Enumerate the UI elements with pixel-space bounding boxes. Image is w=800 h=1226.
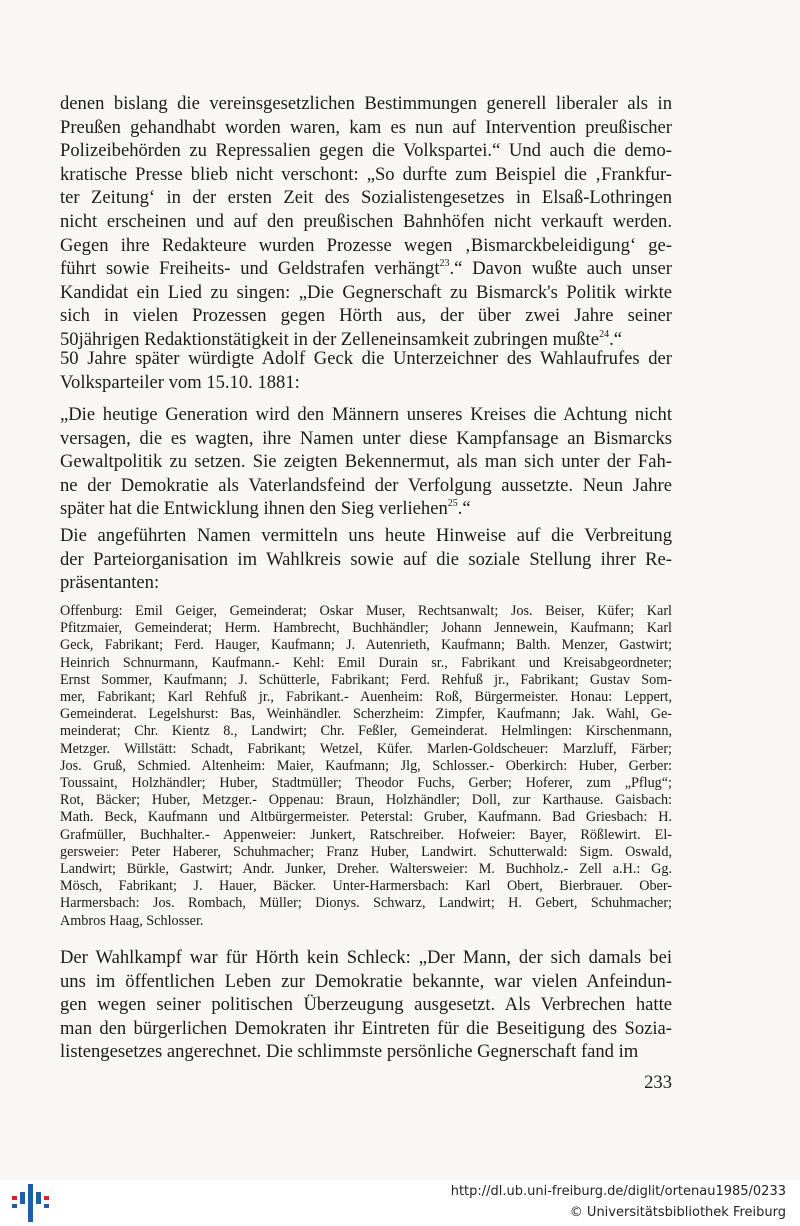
- text-line: Gegen ihre Redakteure wurden Prozesse wegen ‚Bismarckbeleidigung‘ ge-: [60, 234, 672, 256]
- paragraph-body: [60, 403, 672, 521]
- text-line: Preußen gehandhabt worden waren, kam es nun auf Intervention preußischer: [60, 116, 672, 138]
- paragraph-quote: [60, 403, 672, 521]
- paragraph-body: [60, 524, 672, 595]
- library-logo-icon: [8, 1182, 58, 1224]
- logo-bar: [28, 1184, 33, 1222]
- logo-bar: [44, 1196, 49, 1200]
- logo-bar: [12, 1196, 17, 1200]
- paragraph-body: [60, 603, 672, 930]
- text-line: später hat die Entwicklung ihnen den Sieg verliehen$^{25}$.“: [60, 498, 471, 520]
- text-line: Metzger. Willstätt: Schadt, Fabrikant; Wetzel, Küfer. Marlen-Goldscheuer: Marzluff, Färber;: [60, 740, 672, 757]
- footnote-marker: 23: [439, 258, 450, 270]
- paragraph-body: [60, 946, 672, 1064]
- logo-bar: [20, 1192, 25, 1204]
- text-line: führt sowie Freiheits- und Geldstrafen verhängt$^{23}$.“ Davon wußte auch unser: [60, 258, 672, 280]
- text-line: Die angeführten Namen vermitteln uns heute Hinweise auf die Verbreitung: [60, 525, 672, 546]
- text-line: „Die heutige Generation wird den Männern unseres Kreises die Achtung nicht: [60, 404, 672, 425]
- text-line: ne der Demokratie als Vaterlandsfeind der Verfolgung aussetzte. Neun Jahre: [60, 474, 672, 496]
- text-line: listengesetzes angerechnet. Die schlimmste persönliche Gegnerschaft fand im: [60, 1041, 639, 1063]
- paragraph-name-list: [60, 603, 672, 930]
- footer-bar: [0, 1180, 800, 1226]
- paragraph-campaign: [60, 946, 672, 1064]
- text-line: Ernst Sommer, Kaufmann; J. Schütterle, Fabrikant; Ferd. Rehfuß jr., Fabrikant; Gustav Som-: [60, 671, 672, 688]
- text-line: Gemeinderat. Legelshurst: Bas, Weinhändler. Scherzheim: Zimpfer, Kaufmann; Jak. Wahl, Ge-: [60, 706, 672, 723]
- footer-copyright: © Universitätsbibliothek Freiburg: [569, 1205, 786, 1220]
- text-line: gersweier: Peter Haberer, Schuhmacher; Franz Huber, Landwirt. Schutterwald: Sigm. Oswald,: [60, 843, 672, 860]
- text-line: Jos. Gruß, Schmied. Altenheim: Maier, Kaufmann; Jlg, Schlosser.- Oberkirch: Huber, Gerber:: [60, 757, 672, 774]
- text-line: Volksparteiler vom 15.10. 1881:: [60, 371, 300, 393]
- text-line: 50jährigen Redaktionstätigkeit in der Zelleneinsamkeit zubringen mußte$^{24}$.“: [60, 328, 622, 350]
- text-line: präsentanten:: [60, 572, 160, 594]
- text-line: Grafmüller, Buchhalter.- Appenweier: Junkert, Ratschreiber. Hofweier: Bayer, Rößlewirt. El-: [60, 826, 672, 843]
- text-line: Geck, Fabrikant; Ferd. Hauger, Kaufmann; J. Autenrieth, Kaufmann; Balth. Menzer, Gastwirt;: [60, 637, 672, 654]
- text-line: Toussaint, Holzhändler; Huber, Stadtmüller; Theodor Fuchs, Gerber; Hoferer, zum „Pflug“;: [60, 775, 672, 792]
- text-line: uns im öffentlichen Leben zur Demokratie bekannte, war vielen Anfeindun-: [60, 970, 672, 992]
- text-line: man den bürgerlichen Demokraten ihr Eintreten für die Beseitigung des Sozia-: [60, 1017, 672, 1039]
- text-line: Mösch, Fabrikant; J. Hauer, Bäcker. Unter-Harmersbach: Karl Obert, Bierbrauer. Ober-: [60, 878, 672, 895]
- text-line: meinderat; Chr. Kientz 8., Landwirt; Chr. Feßler, Gemeinderat. Helmlingen: Kirschenmann,: [60, 723, 672, 740]
- text-line: Heinrich Schnurmann, Kaufmann.- Kehl: Emil Durain sr., Fabrikant und Kreisabgeordneter;: [60, 654, 672, 671]
- text-line: Harmersbach: Jos. Rombach, Müller; Dionys. Schwarz, Landwirt; H. Gebert, Schuhmacher;: [60, 895, 672, 912]
- logo-bar: [12, 1204, 17, 1208]
- text-line: nicht erscheinen und auf den preußischen Bahnhöfen nicht verkauft werden.: [60, 210, 672, 232]
- paragraph-names-intro: [60, 524, 672, 595]
- text-line: gen wegen seiner politischen Überzeugung ausgesetzt. Als Verbrechen hatte: [60, 994, 672, 1016]
- paragraph-intro-continuation: [60, 92, 672, 352]
- text-line: Polizeibehörden zu Repressalien gegen die Volkspartei.“ Und auch die demo-: [60, 140, 672, 162]
- text-line: Kandidat ein Lied zu singen: „Die Gegnerschaft zu Bismarck's Politik wirkte: [60, 281, 672, 303]
- text-line: Landwirt; Bürkle, Gastwirt; Andr. Junker, Dreher. Waltersweier: M. Buchholz.- Zell a.H.: Gg.: [60, 861, 672, 878]
- paragraph-geck-tribute: [60, 347, 672, 394]
- text-line: Ambros Haag, Schlosser.: [60, 912, 204, 929]
- text-line: Rot, Bäcker; Huber, Metzger.- Oppenau: Braun, Holzhändler; Doll, zur Karthause. Gaisbach:: [60, 792, 672, 809]
- text-line: mer, Fabrikant; Karl Rehfuß jr., Fabrikant.- Auenheim: Roß, Bürgermeister. Honau: Leppert,: [60, 689, 672, 706]
- text-line: Math. Beck, Kaufmann und Altbürgermeister. Peterstal: Gruber, Kaufmann. Bad Griesbach: H.: [60, 809, 672, 826]
- text-line: Offenburg: Emil Geiger, Gemeinderat; Oskar Muser, Rechtsanwalt; Jos. Beiser, Küfer; Karl: [60, 603, 672, 619]
- text-line: Pfitzmaier, Gemeinderat; Herm. Hambrecht, Buchhändler; Johann Jennewein, Kaufmann; Karl: [60, 620, 672, 637]
- text-line: ter Zeitung‘ in der ersten Zeit des Sozialistengesetzes in Elsaß-Lothringen: [60, 187, 672, 209]
- paragraph-body: [60, 347, 672, 394]
- text-line: kratische Presse blieb nicht verschont: „So durfte zum Beispiel die ‚Frankfur-: [60, 163, 672, 185]
- text-line: versagen, die es wagten, ihre Namen unter diese Kampfansage an Bismarcks: [60, 427, 672, 449]
- text-line: sich in vielen Prozessen gegen Hörth aus, der über zwei Jahre seiner: [60, 305, 672, 327]
- text-line: der Parteiorganisation im Wahlkreis sowie auf die soziale Stellung ihrer Re-: [60, 548, 672, 570]
- footnote-marker: 24: [599, 328, 610, 340]
- paragraph-body: [60, 92, 672, 352]
- text-line: 50 Jahre später würdigte Adolf Geck die Unterzeichner des Wahlaufrufes der: [60, 348, 672, 369]
- text-line: Der Wahlkampf war für Hörth kein Schleck: „Der Mann, der sich damals bei: [60, 947, 672, 968]
- page-number: 233: [644, 1072, 672, 1093]
- logo-bar: [44, 1204, 49, 1208]
- footer-url-link[interactable]: http://dl.ub.uni-freiburg.de/diglit/ortenau1985/0233: [450, 1184, 786, 1199]
- logo-bar: [36, 1192, 41, 1204]
- text-line: Gewaltpolitik zu setzen. Sie zeigten Bekennermut, als man sich unter der Fah-: [60, 451, 672, 473]
- footnote-marker: 25: [447, 498, 458, 510]
- text-line: denen bislang die vereinsgesetzlichen Bestimmungen generell liberaler als in: [60, 93, 672, 114]
